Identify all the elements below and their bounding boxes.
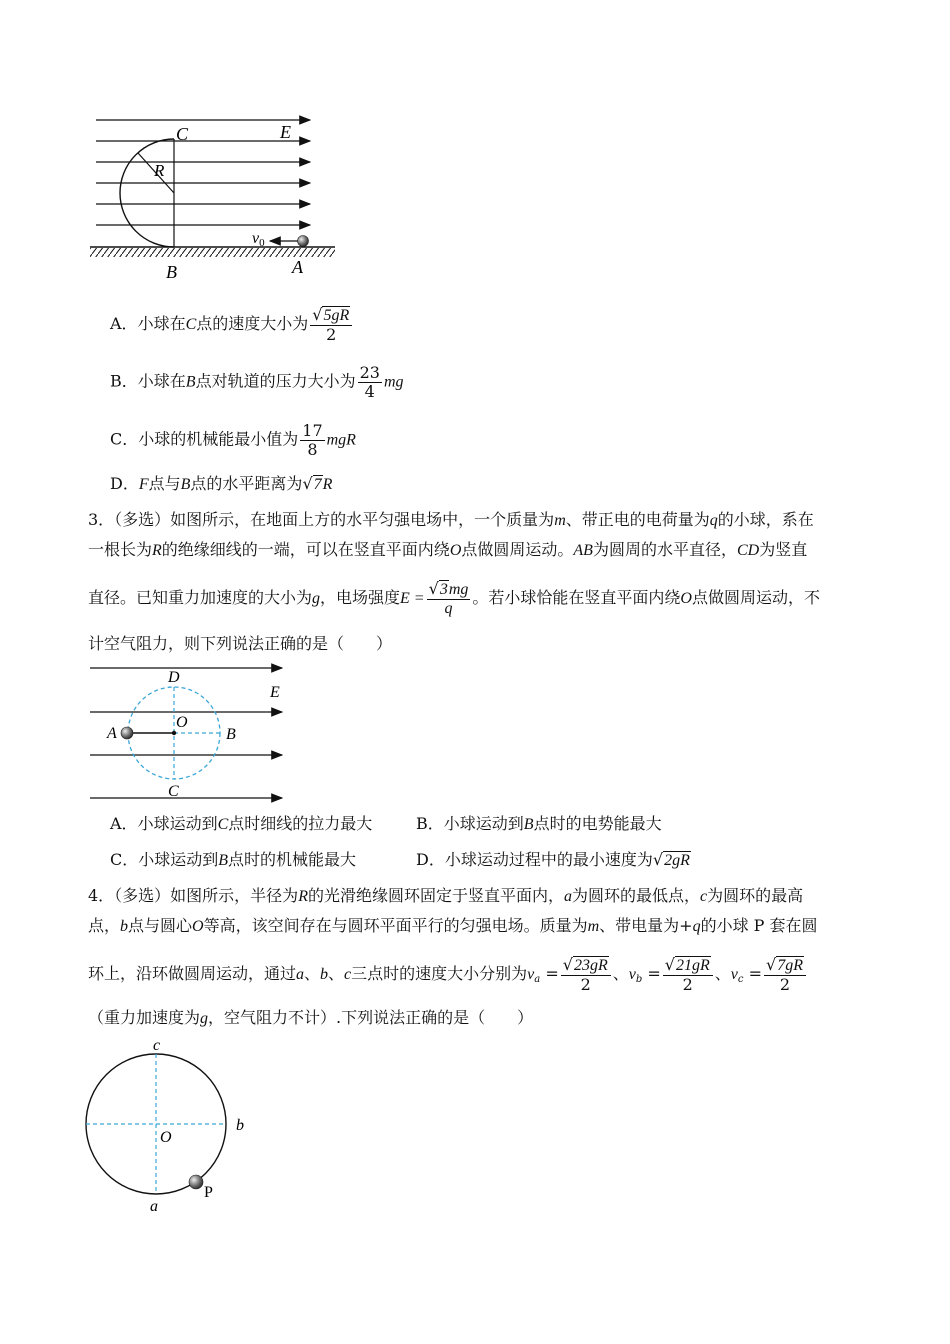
q3-line-2: 一根长为R的绝缘细线的一端，可以在竖直平面内绕O点做圆周运动。AB为圆周的水平直径，CD为竖直 <box>88 540 808 559</box>
ball-icon <box>121 727 133 739</box>
q4-line-1: 4．（多选）如图所示，半径为R的光滑绝缘圆环固定于竖直平面内，a为圆环的最低点，c为圆环的最高 <box>88 886 804 905</box>
q2-option-d: D．F点与B点的水平距离为√7R <box>110 474 333 493</box>
label-b: B <box>226 726 236 743</box>
label-e: E <box>280 122 291 142</box>
ball-icon <box>298 236 309 247</box>
q4-line-3: 环上，沿环做圆周运动，通过a、b、c三点时的速度大小分别为$v_a$ = $\frac{√23gR}{2}$ 、$v_b$ = $\frac{√21gR}{2}$ 、$v_c$ = $\frac{√7gR}{2}$ <box>88 956 868 993</box>
label-a: A <box>292 257 303 277</box>
field-lines <box>90 668 282 798</box>
q4-line-4: （重力加速度为g，空气阻力不计）.下列说法正确的是（ ） <box>88 1008 534 1027</box>
label-p: P <box>204 1184 213 1201</box>
label-e: E <box>270 684 280 701</box>
label-v0: v0 <box>252 230 265 249</box>
q3-line-3: 直径。已知重力加速度的大小为g，电场强度E = $\frac{√3mg}{q}$ 。若小球恰能在竖直平面内绕O点做圆周运动，不 <box>88 579 820 617</box>
q3-line-4: 计空气阻力，则下列说法正确的是（ ） <box>88 634 393 653</box>
field-lines <box>96 120 310 225</box>
label-c: C <box>168 783 179 800</box>
q4-line-2: 点，b点与圆心O等高，该空间存在与圆环平面平行的匀强电场。质量为m、带电量为+q的小球 P 套在圆 <box>88 916 818 935</box>
q2-option-c: C．小球的机械能最小值为 $\frac{17}{8}$ mgR <box>110 421 356 459</box>
semicircle-track <box>120 139 174 247</box>
center-dot <box>172 731 176 735</box>
label-a: A <box>107 725 117 742</box>
q3-option-b: B．小球运动到B点时的电势能最大 <box>416 814 662 833</box>
q3-line-1: 3．（多选）如图所示，在地面上方的水平匀强电场中，一个质量为m、带正电的电荷量为q的小球，系在 <box>88 510 814 529</box>
q2-option-a: A．小球在C点的速度大小为 $\frac{√5gR}{2}$ <box>110 306 354 343</box>
ball-p-icon <box>189 1175 203 1189</box>
q3-option-d: D．小球运动过程中的最小速度为√2gR <box>416 850 690 869</box>
q3-option-c: C．小球运动到B点时的机械能最大 <box>110 850 357 869</box>
label-o: O <box>160 1129 172 1146</box>
q3-option-a: A．小球运动到C点时细线的拉力最大 <box>110 814 373 833</box>
label-a: a <box>150 1198 158 1215</box>
label-d: D <box>168 669 180 686</box>
q4-figure <box>82 1034 282 1216</box>
q3-figure <box>82 662 292 804</box>
label-c: C <box>176 124 189 144</box>
q2-option-b: B．小球在B点对轨道的压力大小为 $\frac{23}{4}$ mg <box>110 363 404 401</box>
label-b: B <box>166 262 177 282</box>
label-o: O <box>176 714 188 731</box>
label-r: R <box>154 161 165 180</box>
label-b: b <box>236 1117 244 1134</box>
label-c: c <box>153 1037 161 1054</box>
q2-figure <box>80 110 350 285</box>
ground-hatch <box>90 248 335 257</box>
